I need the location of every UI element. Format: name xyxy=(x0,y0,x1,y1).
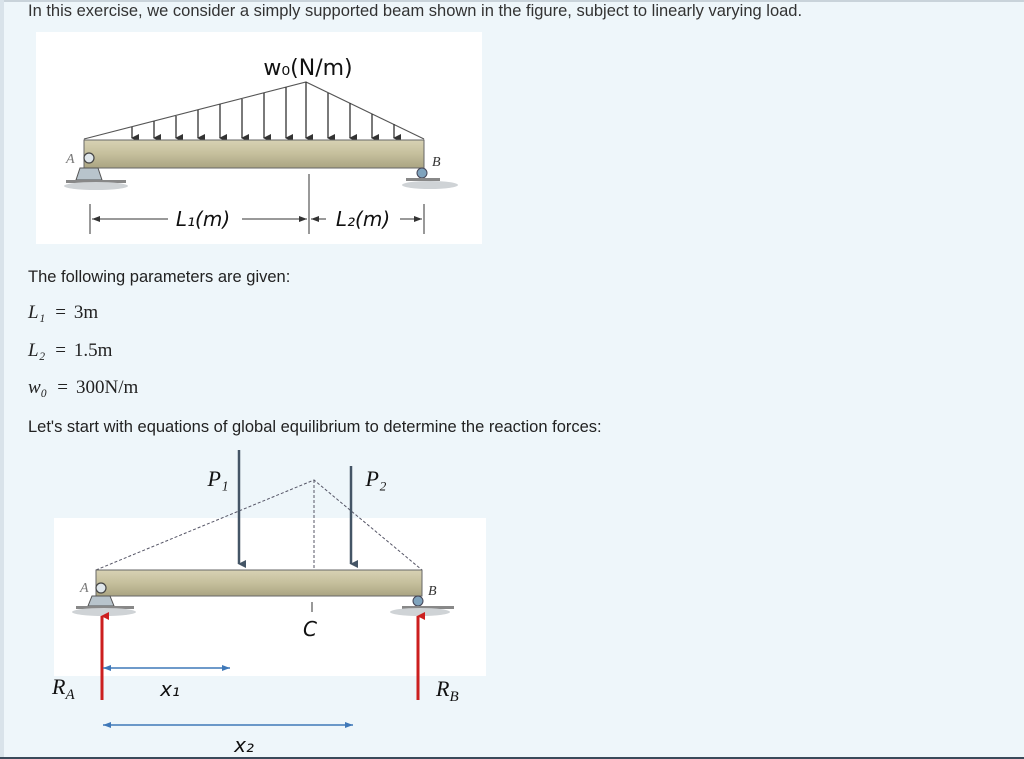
param-w0-value: 300N/m xyxy=(76,377,139,398)
equilibrium-text: Let's start with equations of global equilibrium to determine the reaction forces: xyxy=(28,418,602,436)
param-l2 xyxy=(28,340,112,362)
x1-label: x₁ xyxy=(160,677,180,701)
support-a-label: A xyxy=(80,581,89,596)
param-w0-symbol: w₀ xyxy=(28,377,48,398)
param-l1-symbol: L₁ xyxy=(28,302,46,323)
p1-label: P₁ xyxy=(207,466,229,491)
beam-load-figure xyxy=(36,32,482,244)
free-body-diagram xyxy=(0,440,520,759)
load-label: w₀(N/m) xyxy=(263,56,353,81)
param-l2-value: 1.5m xyxy=(73,340,113,361)
rb-label: $R_B$ xyxy=(436,676,459,705)
p2-label: P₂ xyxy=(365,466,387,491)
intro-text: In this exercise, we consider a simply supported beam shown in the figure, subject to linearly varying load. xyxy=(28,2,803,20)
equals-sign: = xyxy=(55,302,66,323)
param-l1-value: 3m xyxy=(73,302,99,323)
beam xyxy=(84,140,424,168)
equals-sign: = xyxy=(55,340,66,361)
support-b-label: B xyxy=(432,155,441,170)
dim-l1-label: L₁(m) xyxy=(175,207,231,231)
support-b-label: B xyxy=(428,584,437,599)
dim-l2-label: L₂(m) xyxy=(335,207,391,231)
given-text: The following parameters are given: xyxy=(28,268,291,286)
beam xyxy=(96,570,422,596)
equals-sign: = xyxy=(57,377,68,398)
ra-label: $R_A$ xyxy=(52,674,75,703)
support-a-label: A xyxy=(66,152,75,167)
c-label: C xyxy=(303,617,317,641)
param-w0 xyxy=(28,377,138,399)
param-l2-symbol: L₂ xyxy=(28,340,46,361)
param-l1 xyxy=(28,302,98,324)
x2-label: x₂ xyxy=(234,733,254,757)
